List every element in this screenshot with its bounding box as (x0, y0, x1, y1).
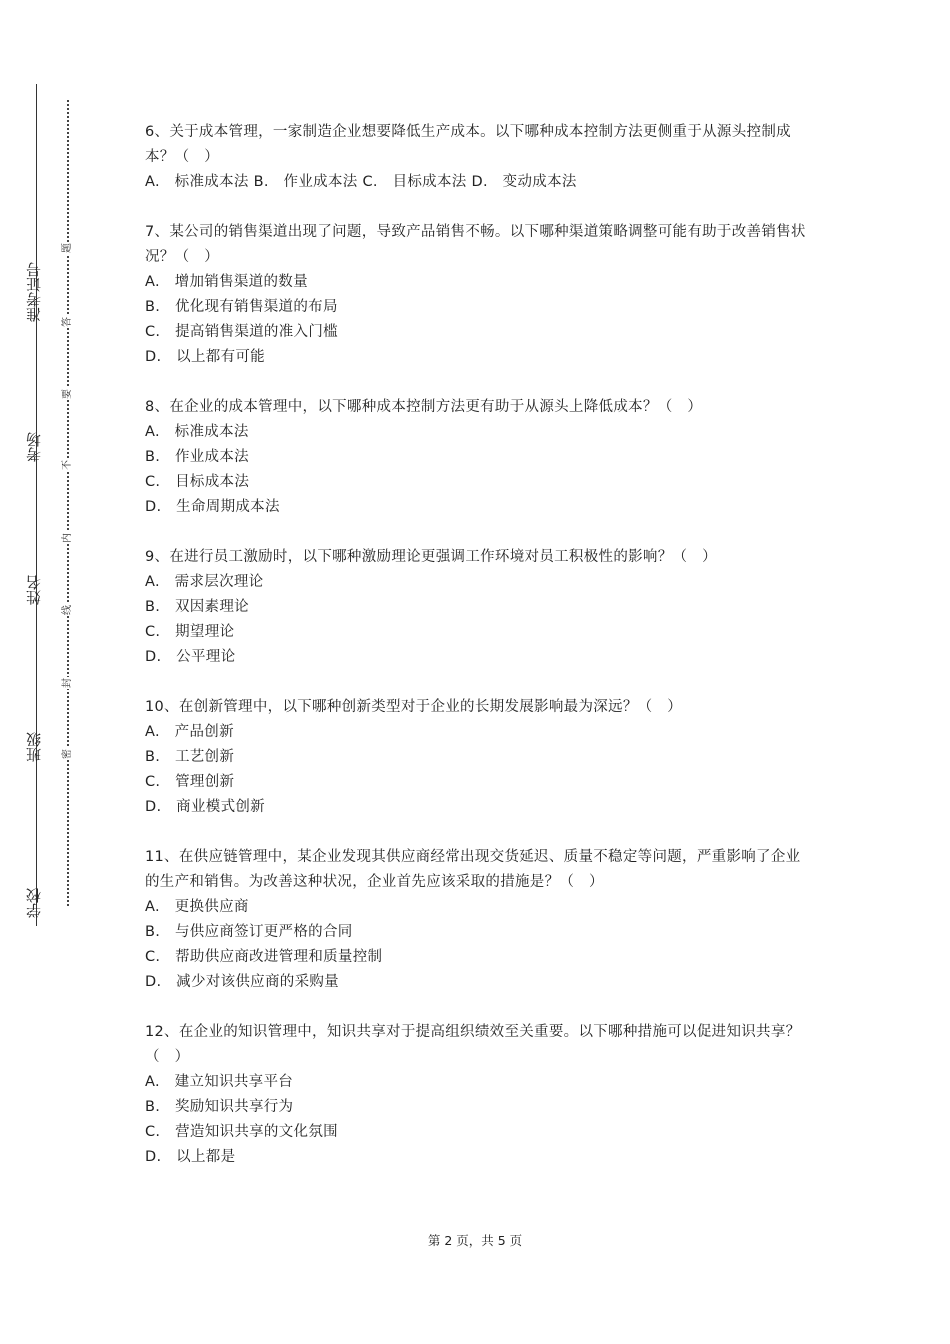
question-6 (145, 120, 810, 195)
option-b: B. 优化现有销售渠道的布局 (145, 299, 338, 315)
option-d: D. 以上都是 (145, 1149, 236, 1165)
option-a: A. 增加销售渠道的数量 (145, 274, 308, 290)
option-b: B. 双因素理论 (145, 599, 249, 615)
field-label-name: 姓名 (25, 575, 43, 605)
seal-char: 题 (60, 242, 76, 254)
option-a: A. 产品创新 (145, 724, 234, 740)
question-11 (145, 845, 810, 995)
question-options-inline: A. 标准成本法 B. 作业成本法 C. 目标成本法 D. 变动成本法 (145, 174, 577, 190)
seal-char: 要 (60, 388, 76, 400)
option-a: A. 建立知识共享平台 (145, 1074, 294, 1090)
seal-dotted-line (67, 100, 69, 906)
option-c: C. 管理创新 (145, 774, 235, 790)
seal-char: 线 (60, 604, 76, 616)
question-stem: 11、在供应链管理中，某企业发现其供应商经常出现交货延迟、质量不稳定等问题，严重影响了企业的生产和销售。为改善这种状况，企业首先应该采取的措施是？（ ） (145, 849, 801, 890)
option-d: D. 商业模式创新 (145, 799, 265, 815)
option-b: B. 作业成本法 (145, 449, 249, 465)
option-a: A. 更换供应商 (145, 899, 249, 915)
option-d: D. 减少对该供应商的采购量 (145, 974, 339, 990)
question-list (145, 120, 810, 1195)
field-label-exam-room: 考场 (25, 432, 43, 462)
option-b: B. 与供应商签订更严格的合同 (145, 924, 353, 940)
seal-char: 不 (60, 459, 76, 471)
page-number: 第 2 页，共 5 页 (427, 1233, 523, 1248)
question-stem: 9、在进行员工激励时，以下哪种激励理论更强调工作环境对员工积极性的影响？（ ） (145, 549, 717, 565)
seal-char: 内 (60, 532, 76, 544)
option-a: A. 需求层次理论 (145, 574, 264, 590)
option-d: D. 以上都有可能 (145, 349, 265, 365)
question-12 (145, 1020, 810, 1170)
binding-line (36, 84, 37, 926)
question-10 (145, 695, 810, 820)
option-c: C. 目标成本法 (145, 474, 250, 490)
option-a: A. 标准成本法 (145, 424, 249, 440)
question-stem: 12、在企业的知识管理中，知识共享对于提高组织绩效至关重要。以下哪种措施可以促进知识共享？（ ） (145, 1024, 801, 1065)
seal-char: 密 (60, 748, 76, 760)
option-d: D. 公平理论 (145, 649, 236, 665)
question-stem: 10、在创新管理中，以下哪种创新类型对于企业的长期发展影响最为深远？（ ） (145, 699, 683, 715)
option-d: D. 生命周期成本法 (145, 499, 280, 515)
question-9 (145, 545, 810, 670)
field-label-exam-number: 准考证号 (25, 262, 43, 322)
option-b: B. 奖励知识共享行为 (145, 1099, 294, 1115)
field-label-class: 班级 (25, 732, 43, 762)
question-stem: 6、关于成本管理，一家制造企业想要降低生产成本。以下哪种成本控制方法更侧重于从源头控制成本？（ ） (145, 124, 791, 165)
question-stem: 8、在企业的成本管理中，以下哪种成本控制方法更有助于从源头上降低成本？（ ） (145, 399, 703, 415)
option-c: C. 帮助供应商改进管理和质量控制 (145, 949, 383, 965)
seal-char: 答 (60, 316, 76, 328)
question-8 (145, 395, 810, 520)
question-stem: 7、某公司的销售渠道出现了问题，导致产品销售不畅。以下哪种渠道策略调整可能有助于改善销售状况？（ ） (145, 224, 806, 265)
option-c: C. 营造知识共享的文化氛围 (145, 1124, 338, 1140)
question-7 (145, 220, 810, 370)
option-c: C. 提高销售渠道的准入门槛 (145, 324, 338, 340)
field-label-school: 学校 (25, 888, 43, 918)
option-c: C. 期望理论 (145, 624, 235, 640)
seal-char: 封 (60, 677, 76, 689)
option-b: B. 工艺创新 (145, 749, 235, 765)
